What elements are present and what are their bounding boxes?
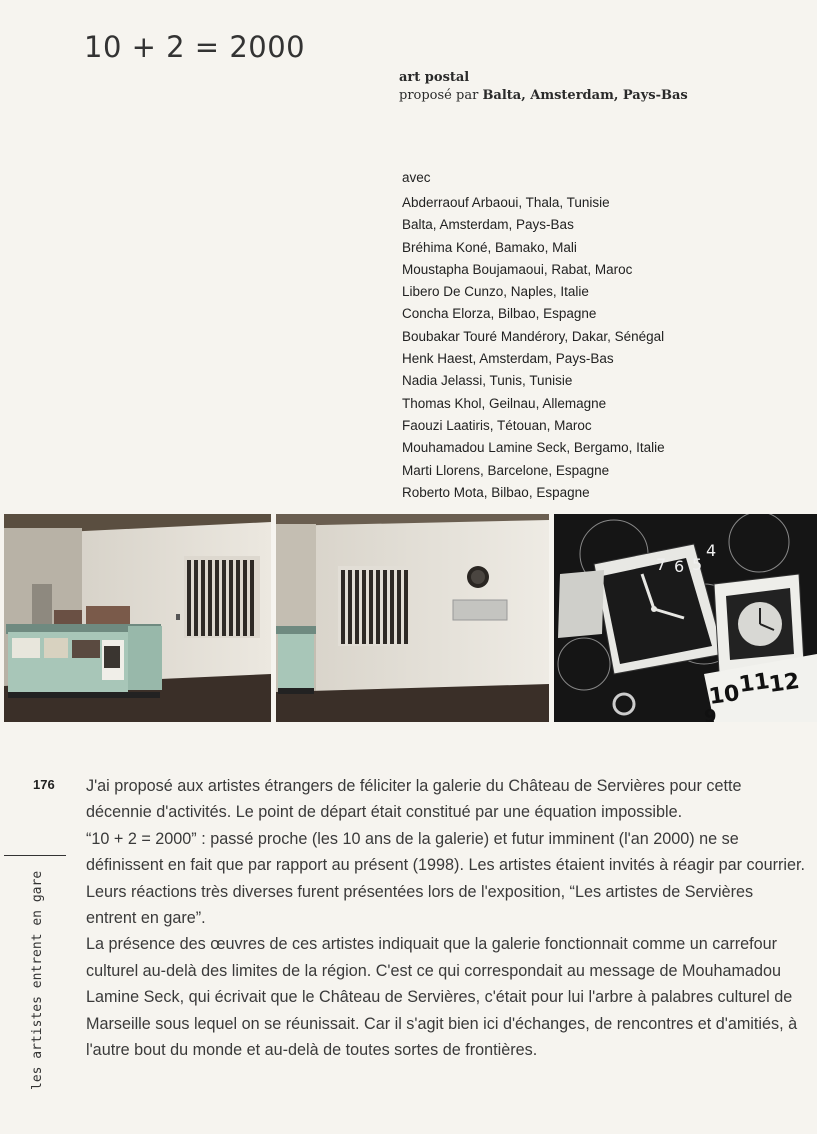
gallery-photo-1 (4, 514, 271, 722)
paragraph-1: J'ai proposé aux artistes étrangers de féliciter la galerie du Château de Servières pour cette décennie d'activités. Le point de départ était constitué par une équation impossible. (86, 777, 742, 822)
proposed-by: proposé par (399, 88, 483, 103)
clock-numeral: 12 (767, 668, 802, 698)
running-section-title: les artistes entrent en gare (30, 870, 45, 1090)
paragraph-3: La présence des œuvres de ces artistes indiquait que la galerie fonctionnait comme un carrefour culturel au-delà des limites de la région. C'est ce qui correspondait au message de Mouhamadou Lamine Seck, qui écrivait que le Château de Servières, c'était pour lui l'arbre à palabres culturel de Marseille sous lequel on se réunissait. Car il s'agit bien ici d'échanges, de rencontres et d'amitiés, à l'autre bout du monde et au-delà de toutes sortes de frontières. (86, 935, 798, 1060)
gallery-photo-2 (276, 514, 549, 722)
clock-numeral: 9 (704, 706, 717, 722)
clocks-collage-photo (554, 514, 817, 722)
body-text (86, 773, 806, 1063)
clock-numeral: 6 (674, 557, 685, 576)
clock-numeral: 7 (656, 555, 667, 574)
artist-item: Thomas Khol, Geilnau, Allemagne (402, 395, 607, 411)
artist-list-intro: avec (402, 170, 431, 185)
page-title: 10 + 2 = 2000 (84, 30, 306, 64)
artist-item: Roberto Mota, Bilbao, Espagne (402, 484, 590, 500)
clock-numeral: 5 (692, 555, 703, 574)
clock-numeral: 10 (707, 680, 742, 710)
artist-item: Balta, Amsterdam, Pays-Bas (402, 217, 574, 233)
artist-item: Bréhima Koné, Bamako, Mali (402, 239, 577, 255)
artist-item: Nadia Jelassi, Tunis, Tunisie (402, 373, 573, 389)
proposer-name: Balta, Amsterdam, Pays-Bas (482, 88, 688, 103)
page-number: 176 (33, 777, 55, 792)
clock-numeral: 11 (737, 668, 772, 698)
art-kind: art postal (399, 70, 470, 85)
side-divider (4, 855, 66, 856)
artist-item: Moustapha Boujamaoui, Rabat, Maroc (402, 261, 633, 277)
artist-list (402, 170, 665, 504)
artist-item: Faouzi Laatiris, Tétouan, Maroc (402, 417, 592, 433)
artist-item: Boubakar Touré Mandérory, Dakar, Sénégal (402, 328, 665, 344)
subtitle-block (399, 70, 688, 103)
artist-item: Mouhamadou Lamine Seck, Bergamo, Italie (402, 440, 665, 456)
clock-numeral: 4 (706, 541, 717, 560)
artist-item: Marti Llorens, Barcelone, Espagne (402, 462, 610, 478)
artist-item: Abderraouf Arbaoui, Thala, Tunisie (402, 195, 610, 210)
paragraph-2: “10 + 2 = 2000” : passé proche (les 10 ans de la galerie) et futur imminent (l'an 2000) ne se définissent en fait que par rapport au présent (1998). Les artistes étaient invités à réagir par courrier. Leurs réactions très diverses furent présentées lors de l'exposition, “Les artistes de Servières entrent en gare”. (86, 829, 805, 928)
artist-item: Henk Haest, Amsterdam, Pays-Bas (402, 351, 614, 367)
artist-item: Concha Elorza, Bilbao, Espagne (402, 306, 597, 322)
artist-item: Libero De Cunzo, Naples, Italie (402, 284, 589, 300)
